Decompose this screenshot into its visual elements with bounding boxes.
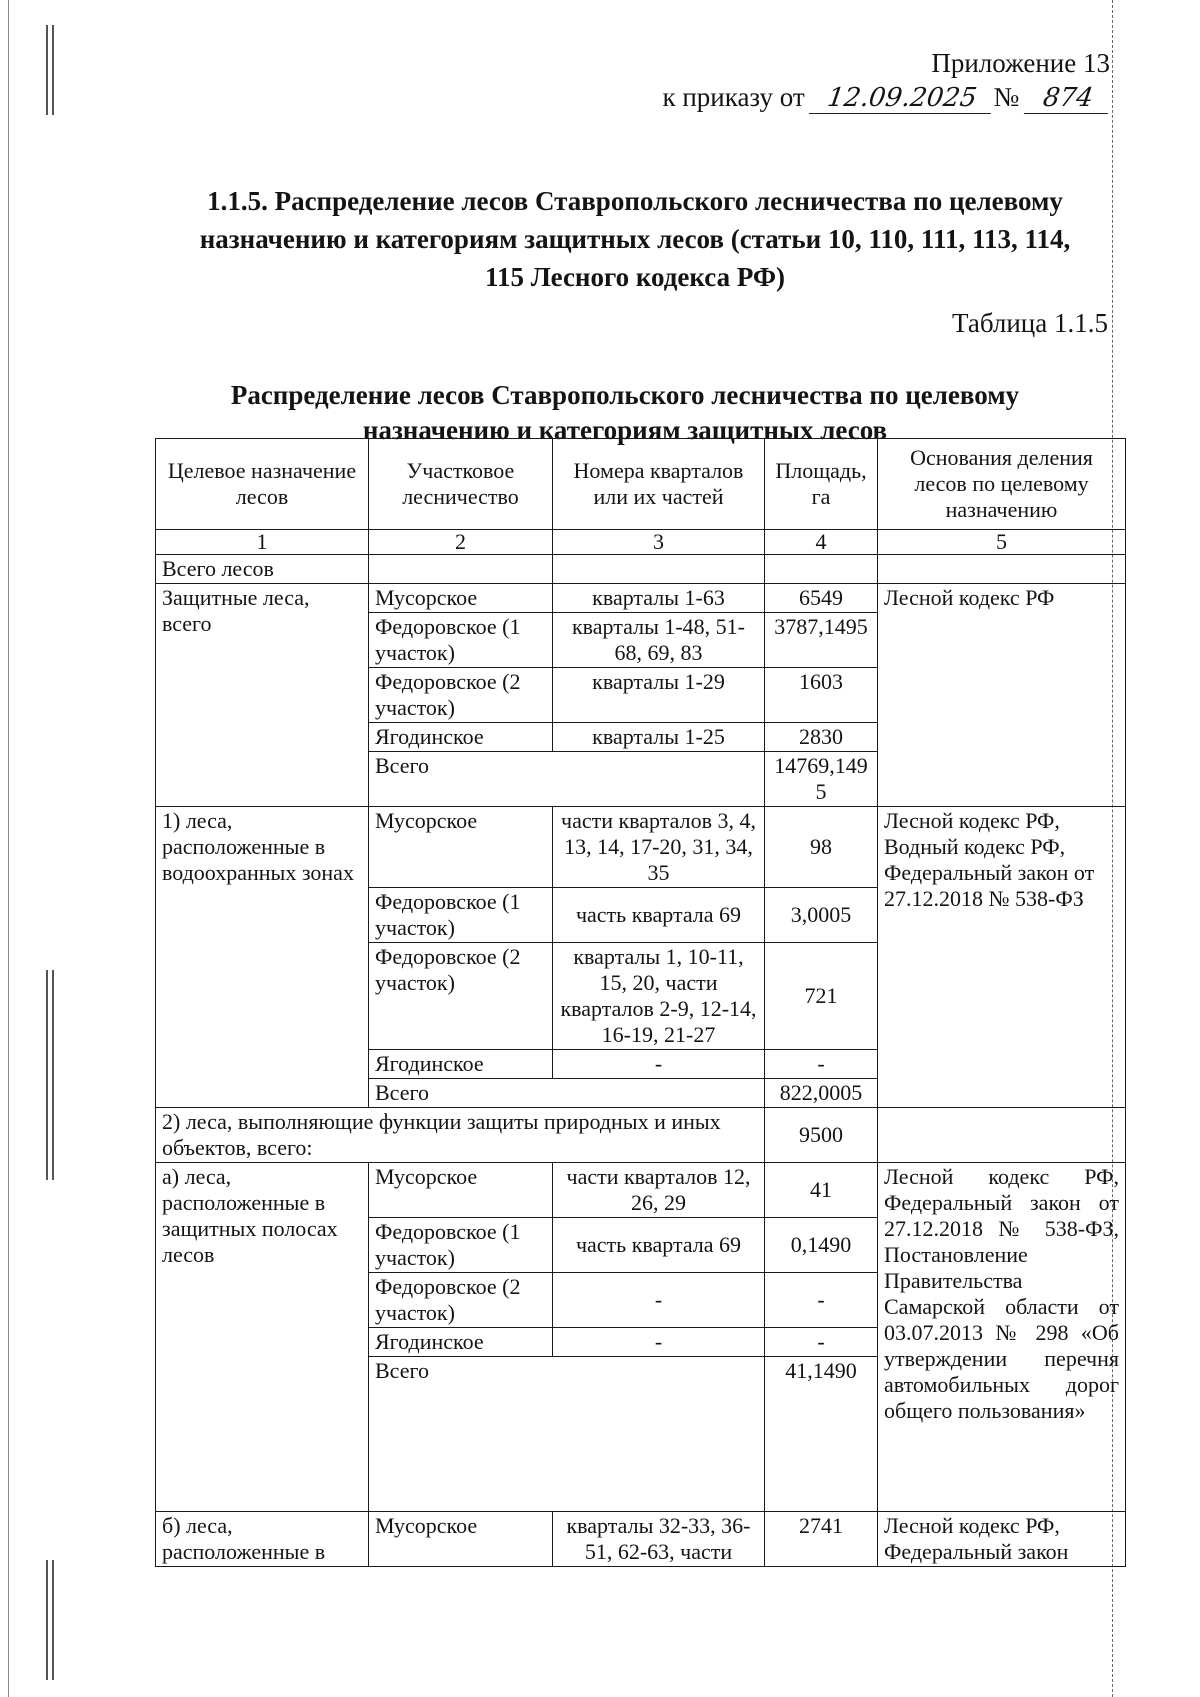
row-label: а) леса, расположенные в защитных полосах лесов xyxy=(156,1163,369,1512)
table-row xyxy=(156,1108,1126,1163)
table-row xyxy=(156,807,1126,888)
column-number: 5 xyxy=(878,530,1126,555)
area-cell: 1603 xyxy=(765,668,878,723)
quarters-cell: - xyxy=(553,1328,765,1357)
district-cell: Мусорское xyxy=(369,1163,553,1218)
total-label: Всего xyxy=(369,752,765,807)
area-cell: 9500 xyxy=(765,1108,878,1163)
column-header: Участковое лесничество xyxy=(369,439,553,530)
table-title-line: Распределение лесов Ставропольского лесничества по целевому xyxy=(230,380,1020,410)
area-cell: 2830 xyxy=(765,723,878,752)
empty-cell xyxy=(878,555,1126,584)
column-number: 2 xyxy=(369,530,553,555)
total-label: Всего xyxy=(369,1357,765,1512)
order-prefix: к приказу от xyxy=(662,82,805,112)
area-cell: 41 xyxy=(765,1163,878,1218)
column-header: Номера кварталов или их частей xyxy=(553,439,765,530)
row-label: 2) леса, выполняющие функции защиты природных и иных объектов, всего: xyxy=(156,1108,765,1163)
section-heading-line: назначению и категориям защитных лесов (статьи 10, 110, 111, 113, 114, xyxy=(199,224,1071,254)
quarters-cell: кварталы 1-29 xyxy=(553,668,765,723)
basis-cell: Лесной кодекс РФ, Водный кодекс РФ, Федеральный закон от 27.12.2018 № 538-ФЗ xyxy=(878,807,1126,1108)
row-label: б) леса, расположенные в xyxy=(156,1512,369,1567)
column-number: 1 xyxy=(156,530,369,555)
table-number: Таблица 1.1.5 xyxy=(952,308,1108,338)
total-label: Всего xyxy=(369,1079,765,1108)
row-label: Всего лесов xyxy=(156,555,369,584)
order-number: 874 xyxy=(1024,83,1112,114)
area-cell: 3787,1495 xyxy=(765,613,878,668)
table-header-row xyxy=(156,439,1126,530)
quarters-cell: - xyxy=(553,1273,765,1328)
area-cell: - xyxy=(765,1328,878,1357)
area-cell: - xyxy=(765,1273,878,1328)
quarters-cell: кварталы 1-25 xyxy=(553,723,765,752)
total-area: 822,0005 xyxy=(765,1079,878,1108)
table-row xyxy=(156,1512,1126,1567)
total-area: 14769,1495 xyxy=(765,752,878,807)
binder-mark xyxy=(46,970,48,1180)
quarters-cell: части кварталов 12, 26, 29 xyxy=(553,1163,765,1218)
empty-cell xyxy=(765,555,878,584)
district-cell: Федоровское (2 участок) xyxy=(369,943,553,1050)
area-cell: 721 xyxy=(765,943,878,1050)
district-cell: Федоровское (2 участок) xyxy=(369,668,553,723)
area-cell: 3,0005 xyxy=(765,888,878,943)
order-date: 12.09.2025 xyxy=(809,83,995,114)
area-cell: 2741 xyxy=(765,1512,878,1567)
quarters-cell: часть квартала 69 xyxy=(553,1218,765,1273)
quarters-cell: часть квартала 69 xyxy=(553,888,765,943)
basis-cell: Лесной кодекс РФ, Федеральный закон от 27.12.2018 № 538-ФЗ, Постановление Правительства Самарской области от 03.07.2013 № 298 «Об утверждении перечня автомобильных дорог общего пользования» xyxy=(878,1163,1126,1512)
table-row xyxy=(156,555,1126,584)
quarters-cell: кварталы 1-48, 51-68, 69, 83 xyxy=(553,613,765,668)
quarters-cell: кварталы 1, 10-11, 15, 20, части кварталов 2-9, 12-14, 16-19, 21-27 xyxy=(553,943,765,1050)
quarters-cell: - xyxy=(553,1050,765,1079)
binder-mark xyxy=(52,970,54,1180)
quarters-cell: части кварталов 3, 4, 13, 14, 17-20, 31, 34, 35 xyxy=(553,807,765,888)
column-number: 4 xyxy=(765,530,878,555)
empty-cell xyxy=(878,1108,1126,1163)
table-row xyxy=(156,1163,1126,1218)
empty-cell xyxy=(369,555,553,584)
binder-mark xyxy=(52,1560,54,1680)
quarters-cell: кварталы 1-63 xyxy=(553,584,765,613)
section-heading xyxy=(175,182,1095,296)
basis-cell: Лесной кодекс РФ, Федеральный закон xyxy=(878,1512,1126,1567)
area-cell: 0,1490 xyxy=(765,1218,878,1273)
district-cell: Федоровское (1 участок) xyxy=(369,1218,553,1273)
binder-mark xyxy=(46,25,48,115)
forest-distribution-table xyxy=(155,438,1126,1567)
column-header: Целевое назначение лесов xyxy=(156,439,369,530)
order-number-label: № xyxy=(993,82,1020,112)
section-heading-line: 115 Лесного кодекса РФ) xyxy=(484,262,786,292)
district-cell: Федоровское (1 участок) xyxy=(369,613,553,668)
district-cell: Ягодинское xyxy=(369,1050,553,1079)
area-cell: 98 xyxy=(765,807,878,888)
empty-cell xyxy=(553,555,765,584)
district-cell: Мусорское xyxy=(369,807,553,888)
table-row xyxy=(156,584,1126,613)
binder-mark xyxy=(52,25,54,115)
row-label: Защитные леса, всего xyxy=(156,584,369,807)
district-cell: Федоровское (1 участок) xyxy=(369,888,553,943)
district-cell: Мусорское xyxy=(369,584,553,613)
area-cell: - xyxy=(765,1050,878,1079)
district-cell: Федоровское (2 участок) xyxy=(369,1273,553,1328)
table-title-line: назначению и категориям защитных лесов xyxy=(362,415,888,445)
basis-cell: Лесной кодекс РФ xyxy=(878,584,1126,807)
order-reference xyxy=(662,82,1110,114)
district-cell: Мусорское xyxy=(369,1512,553,1567)
district-cell: Ягодинское xyxy=(369,1328,553,1357)
quarters-cell: кварталы 32-33, 36-51, 62-63, части xyxy=(553,1512,765,1567)
column-header: Площадь, га xyxy=(765,439,878,530)
column-number-row xyxy=(156,530,1126,555)
total-area: 41,1490 xyxy=(765,1357,878,1512)
section-heading-line: 1.1.5. Распределение лесов Ставропольского лесничества по целевому xyxy=(207,186,1063,216)
row-label: 1) леса, расположенные в водоохранных зонах xyxy=(156,807,369,1108)
area-cell: 6549 xyxy=(765,584,878,613)
binder-mark xyxy=(46,1560,48,1680)
column-header: Основания деления лесов по целевому назначению xyxy=(878,439,1126,530)
district-cell: Ягодинское xyxy=(369,723,553,752)
column-number: 3 xyxy=(553,530,765,555)
appendix-label: Приложение 13 xyxy=(931,48,1110,78)
binder-mark xyxy=(8,0,9,1697)
